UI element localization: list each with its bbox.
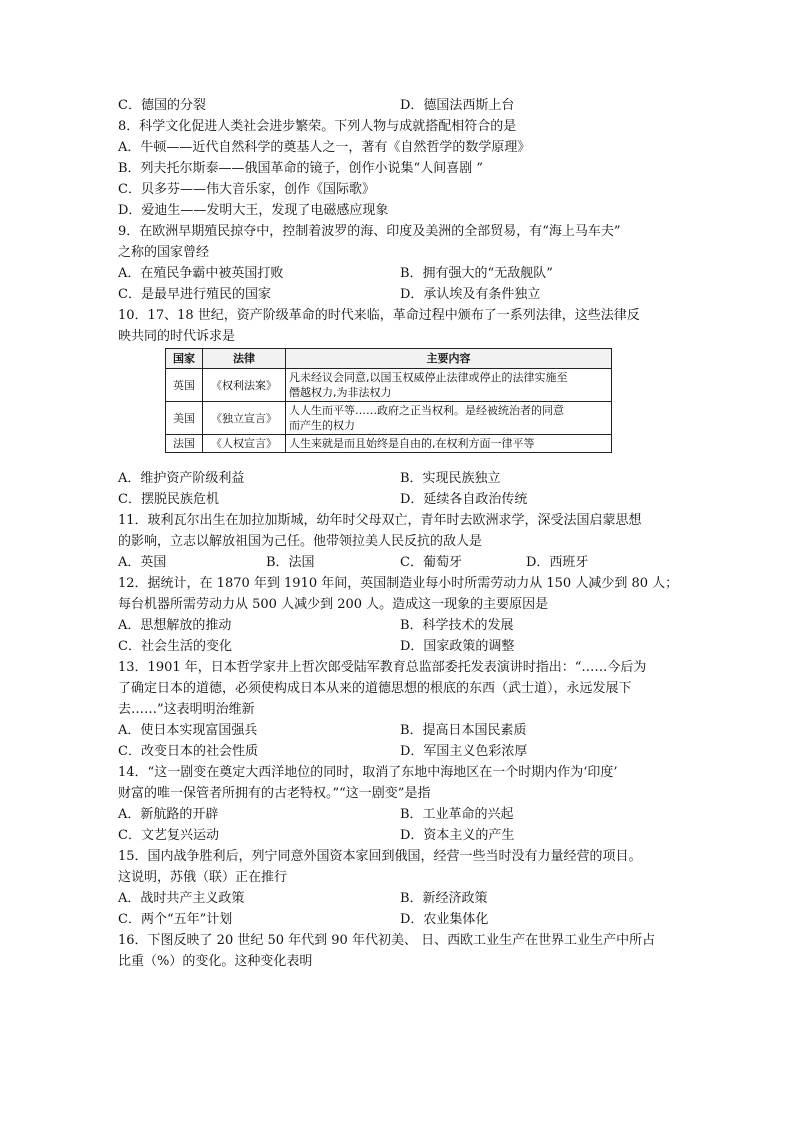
q12-option-d: D．国家政策的调整 (400, 639, 515, 654)
q13-option-c: C．改变日本的社会性质 (118, 744, 258, 759)
row-content-line2: 而产生的权力 (289, 419, 355, 432)
row-content-line1: 凡未经议会同意,以国玉权威停止法律或停止的法律实施至 (289, 371, 568, 384)
q15-stem-line1: 15．国内战争胜利后，列宁同意外国资本家回到俄国，经营一些当时没有力量经营的项目。 (118, 849, 642, 864)
q7-option-d: D．德国法西斯上台 (400, 98, 515, 113)
q11-stem-line1: 11．玻利瓦尔出生在加拉加斯城，幼年时父母双亡，青年时去欧洲求学，深受法国启蒙思想 (118, 513, 642, 528)
q14-stem-line2: 财富的唯一保管者所拥有的古老特权。”“这一剧变”是指 (118, 786, 431, 801)
q13-stem-line3: 去……”这表明明治维新 (118, 702, 255, 717)
q11-option-b: B．法国 (266, 555, 315, 570)
q13-option-a: A．使日本实现富国强兵 (118, 723, 258, 738)
q9-option-b: B．拥有强大的“无敌舰队” (400, 266, 553, 281)
q8-option-d: D．爱迪生——发明大王，发现了电磁感应现象 (118, 203, 389, 218)
q15-option-d: D．农业集体化 (400, 912, 489, 927)
row-law: 《权利法案》 (203, 369, 286, 402)
q9-option-a: A．在殖民争霸中被英国打败 (118, 266, 284, 281)
q10-option-d: D．延续各自政治传统 (400, 492, 528, 507)
law-table (165, 348, 612, 453)
header-country: 国家 (166, 349, 203, 369)
q10-option-b: B．实现民族独立 (400, 471, 501, 486)
table-row (166, 402, 612, 435)
row-content-line2: 僭越权力,为非法权力 (289, 386, 392, 399)
header-law: 法律 (203, 349, 286, 369)
q7-option-c: C．德国的分裂 (118, 98, 206, 113)
q12-stem-line1: 12．据统计，在 1870 年到 1910 年间，英国制造业每小时所需劳动力从 150 人减少到 80 人； (118, 576, 679, 591)
q8-option-c: C．贝多芬——伟大音乐家，创作《国际歌》 (118, 182, 375, 197)
law-table-header-row (166, 349, 612, 369)
q10-option-c: C．摆脱民族危机 (118, 492, 219, 507)
q10-stem-line2: 映共同的时代诉求是 (118, 329, 236, 344)
q12-stem-line2: 每台机器所需劳动力从 500 人减少到 200 人。造成这一现象的主要原因是 (118, 597, 549, 612)
q14-stem-line1: 14．“这一剧变在奠定大西洋地位的同时，取消了东地中海地区在一个时期内作为‘印度’ (118, 765, 618, 780)
q14-option-c: C．文艺复兴运动 (118, 828, 219, 843)
q13-stem-line2: 了确定日本的道德，必须使构成日本从来的道德思想的根底的东西（武士道），永远发展下 (118, 681, 632, 696)
q13-option-d: D．军国主义色彩浓厚 (400, 744, 528, 759)
q12-option-c: C．社会生活的变化 (118, 639, 232, 654)
q13-stem-line1: 13．1901 年，日本哲学家井上哲次郎受陆军教育总监部委托发表演讲时指出：“……今后为 (118, 660, 647, 675)
q11-option-c: C．葡萄牙 (400, 555, 462, 570)
table-row (166, 369, 612, 402)
q11-option-a: A．英国 (118, 555, 167, 570)
row-country: 英国 (166, 369, 203, 402)
q11-option-d: D．西班牙 (526, 555, 589, 570)
q9-option-d: D．承认埃及有条件独立 (400, 287, 541, 302)
row-country: 美国 (166, 402, 203, 435)
q14-option-b: B．工业革命的兴起 (400, 807, 514, 822)
row-country: 法国 (166, 435, 203, 453)
q15-stem-line2: 这说明，苏俄（联）正在推行 (118, 870, 288, 885)
q8-stem: 8．科学文化促进人类社会进步繁荣。下列人物与成就搭配相符合的是 (118, 119, 517, 134)
row-law: 《人权宣言》 (203, 435, 286, 453)
q12-option-b: B．科学技术的发展 (400, 618, 514, 633)
q16-stem-line1: 16．下图反映了 20 世纪 50 年代到 90 年代初美、 日、西欧工业生产在世界工业生产中所占 (118, 933, 656, 948)
q14-option-d: D．资本主义的产生 (400, 828, 515, 843)
q11-stem-line2: 的影响，立志以解放祖国为己任。他带领拉美人民反抗的敌人是 (118, 534, 483, 549)
header-content: 主要内容 (286, 349, 612, 369)
row-content-line1: 人人生而平等……政府之正当权利。是经被统治者的同意 (289, 404, 564, 417)
row-content-line1: 人生来就是而且始终是自由的,在权利方面一律平等 (289, 437, 535, 450)
q9-option-c: C．是最早进行殖民的国家 (118, 287, 271, 302)
q15-option-b: B．新经济政策 (400, 891, 488, 906)
q8-option-a: A．牛顿——近代自然科学的奠基人之一，著有《自然哲学的数学原理》 (118, 140, 531, 155)
row-law: 《独立宣言》 (203, 402, 286, 435)
q15-option-c: C．两个“五年”计划 (118, 912, 233, 927)
table-row (166, 435, 612, 453)
q10-option-a: A．维护资产阶级利益 (118, 471, 245, 486)
q9-stem-line2: 之称的国家曾经 (118, 245, 210, 260)
row-content (286, 369, 612, 402)
q9-stem-line1: 9．在欧洲早期殖民掠夺中，控制着波罗的海、印度及美洲的全部贸易，有“海上马车夫” (118, 224, 621, 239)
q16-stem-line2: 比重（%）的变化。这种变化表明 (118, 954, 313, 969)
q12-option-a: A．思想解放的推动 (118, 618, 232, 633)
q15-option-a: A．战时共产主义政策 (118, 891, 245, 906)
q8-option-b: B．列夫托尔斯泰——俄国革命的镜子，创作小说集“人间喜剧 ” (118, 161, 483, 176)
row-content (286, 402, 612, 435)
q10-stem-line1: 10．17、18 世纪，资产阶级革命的时代来临，革命过程中颁布了一系列法律，这些法律反 (118, 308, 640, 323)
row-content (286, 435, 612, 453)
q14-option-a: A．新航路的开辟 (118, 807, 219, 822)
q13-option-b: B．提高日本国民素质 (400, 723, 527, 738)
